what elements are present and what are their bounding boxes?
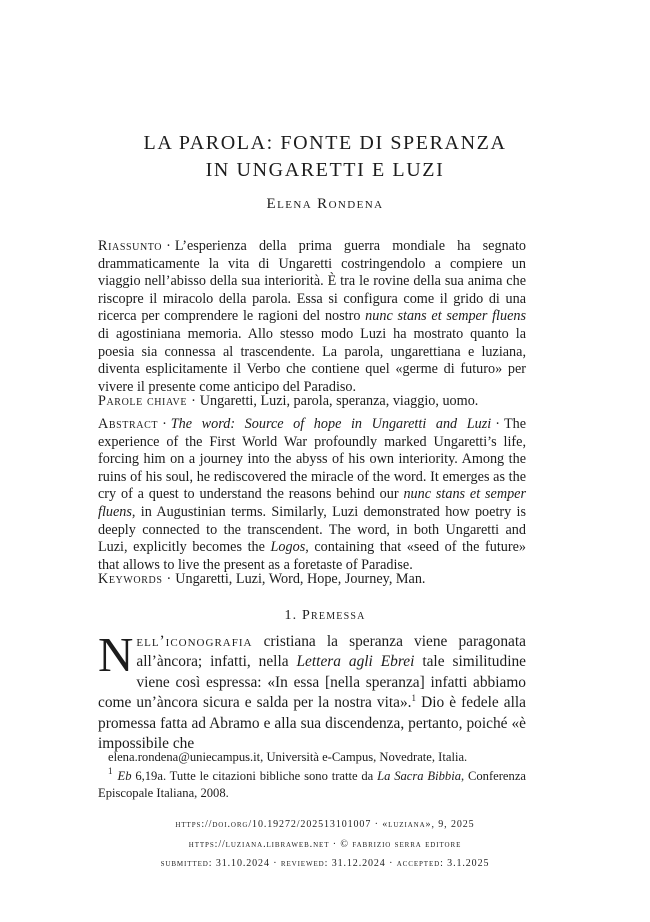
abstract-latin-phrase: nunc stans et semper fluens [98,486,526,520]
parole-chiave-separator: · [191,393,196,409]
parole-chiave-line [98,393,526,411]
abstract-separator: · [162,416,167,432]
abstract-title: The word: Source of hope in Ungaretti and Luzi [170,416,492,432]
parole-chiave-label: Parole chiave [98,393,188,409]
abstract-text-3: , containing that «seed of the future» that allows to live the present as a foretaste of Paradise. [98,539,526,573]
body-text-3: Dio è fedele alla promessa fatta ad Abramo e alla sua discendenza, pertanto, poiché «è impossibile che [98,694,526,753]
body-paragraph [98,627,526,754]
colophon-url-line: https://luziana.libraweb.net · © fabrizio serra editore [188,838,462,850]
abstract-label: Abstract [98,416,159,432]
footnotes-area [98,749,526,802]
parole-chiave-text: Ungaretti, Luzi, parola, speranza, viaggio, uomo. [199,393,479,409]
body-text-1: cristiana la speranza viene paragonata all’àncora; infatti, nella [136,633,526,671]
body-italic-title: Lettera agli Ebrei [296,653,415,671]
abstract-logos: Logos [270,539,306,556]
riassunto-text: L’esperienza della prima guerra mondiale ha segnato drammaticamente la vita di Ungaretti costringendolo a compiere un viaggio nell’abisso della sua interiorità. È tra le rovine della sua anima che riscopre il miracolo della parola. Essa si configura come il grido di una ricerca per comprendere le ragioni del nostro [98,238,526,325]
body-text-2: tale similitudine viene così espressa: «In essa [nella speranza] infatti abbiamo come un’àncora sicura e salda per la nostra vita». [98,653,526,712]
abstract-separator-2: · [495,416,500,432]
footnote-1 [98,768,526,802]
abstract-text: The experience of the First World War profoundly marked Ungaretti’s life, forcing him on a journey into the abyss of his own interiority. Among the ruins of his soul, he rediscovered the miracle of the word. It emerges as the cry of a quest to understand the reasons behind our [98,416,526,503]
article-title [0,130,650,184]
footnote-1-number: 1 [108,766,113,776]
footnote-reference[interactable]: 1 [411,693,417,704]
author-name: Elena Rondena [266,196,384,212]
lead-word: ell’iconografia [136,633,253,650]
title-line-1: LA PAROLA: FONTE DI SPERANZA [143,132,507,154]
author-affiliation: elena.rondena@uniecampus.it, Università e-Campus, Novedrate, Italia. [108,750,468,764]
riassunto-latin-phrase: nunc stans et semper fluens [365,308,526,325]
footnote-1-abbrev: Eb [117,769,132,783]
riassunto-text-2: di agostiniana memoria. Allo stesso modo Luzi ha mostrato quanto la poesia sia connessa al trascendente. La parola, ungarettiana e luziana, diventa esplicitamente il Verbo che contiene quel «germe di futuro» per vivere il presente come anticipo del Paradiso. [98,325,526,395]
keywords-line [98,571,526,589]
colophon-doi-line: https://doi.org/10.19272/202513101007 · «luziana», 9, 2025 [175,819,475,830]
colophon-dates-line: submitted: 31.10.2024 · reviewed: 31.12.2024 · accepted: 3.1.2025 [160,858,490,869]
colophon [0,815,650,874]
footnote-1-text: 6,19a. Tutte le citazioni bibliche sono tratte da [131,769,378,783]
title-line-2: IN UNGARETTI E LUZI [205,159,445,181]
section-heading: 1. Premessa [284,608,366,623]
footnote-1-text-2: , Conferenza Episcopale Italiana, 2008. [98,769,527,800]
keywords-text: Ungaretti, Luzi, Word, Hope, Journey, Man. [175,571,426,587]
riassunto-separator: · [166,238,171,254]
footnote-1-book-title: La Sacra Bibbia [377,769,461,783]
keywords-label: Keywords [98,571,163,587]
abstract-text-2: , in Augustinian terms. Similarly, Luzi demonstrated how poetry is deeply connected to the transcendent. The word, in both Ungaretti and Luzi, explicitly becomes the [98,503,526,556]
riassunto-paragraph [98,238,526,396]
drop-cap: N [98,627,134,682]
keywords-separator: · [166,571,172,587]
riassunto-label: Riassunto [98,238,163,254]
abstract-paragraph [98,416,526,574]
